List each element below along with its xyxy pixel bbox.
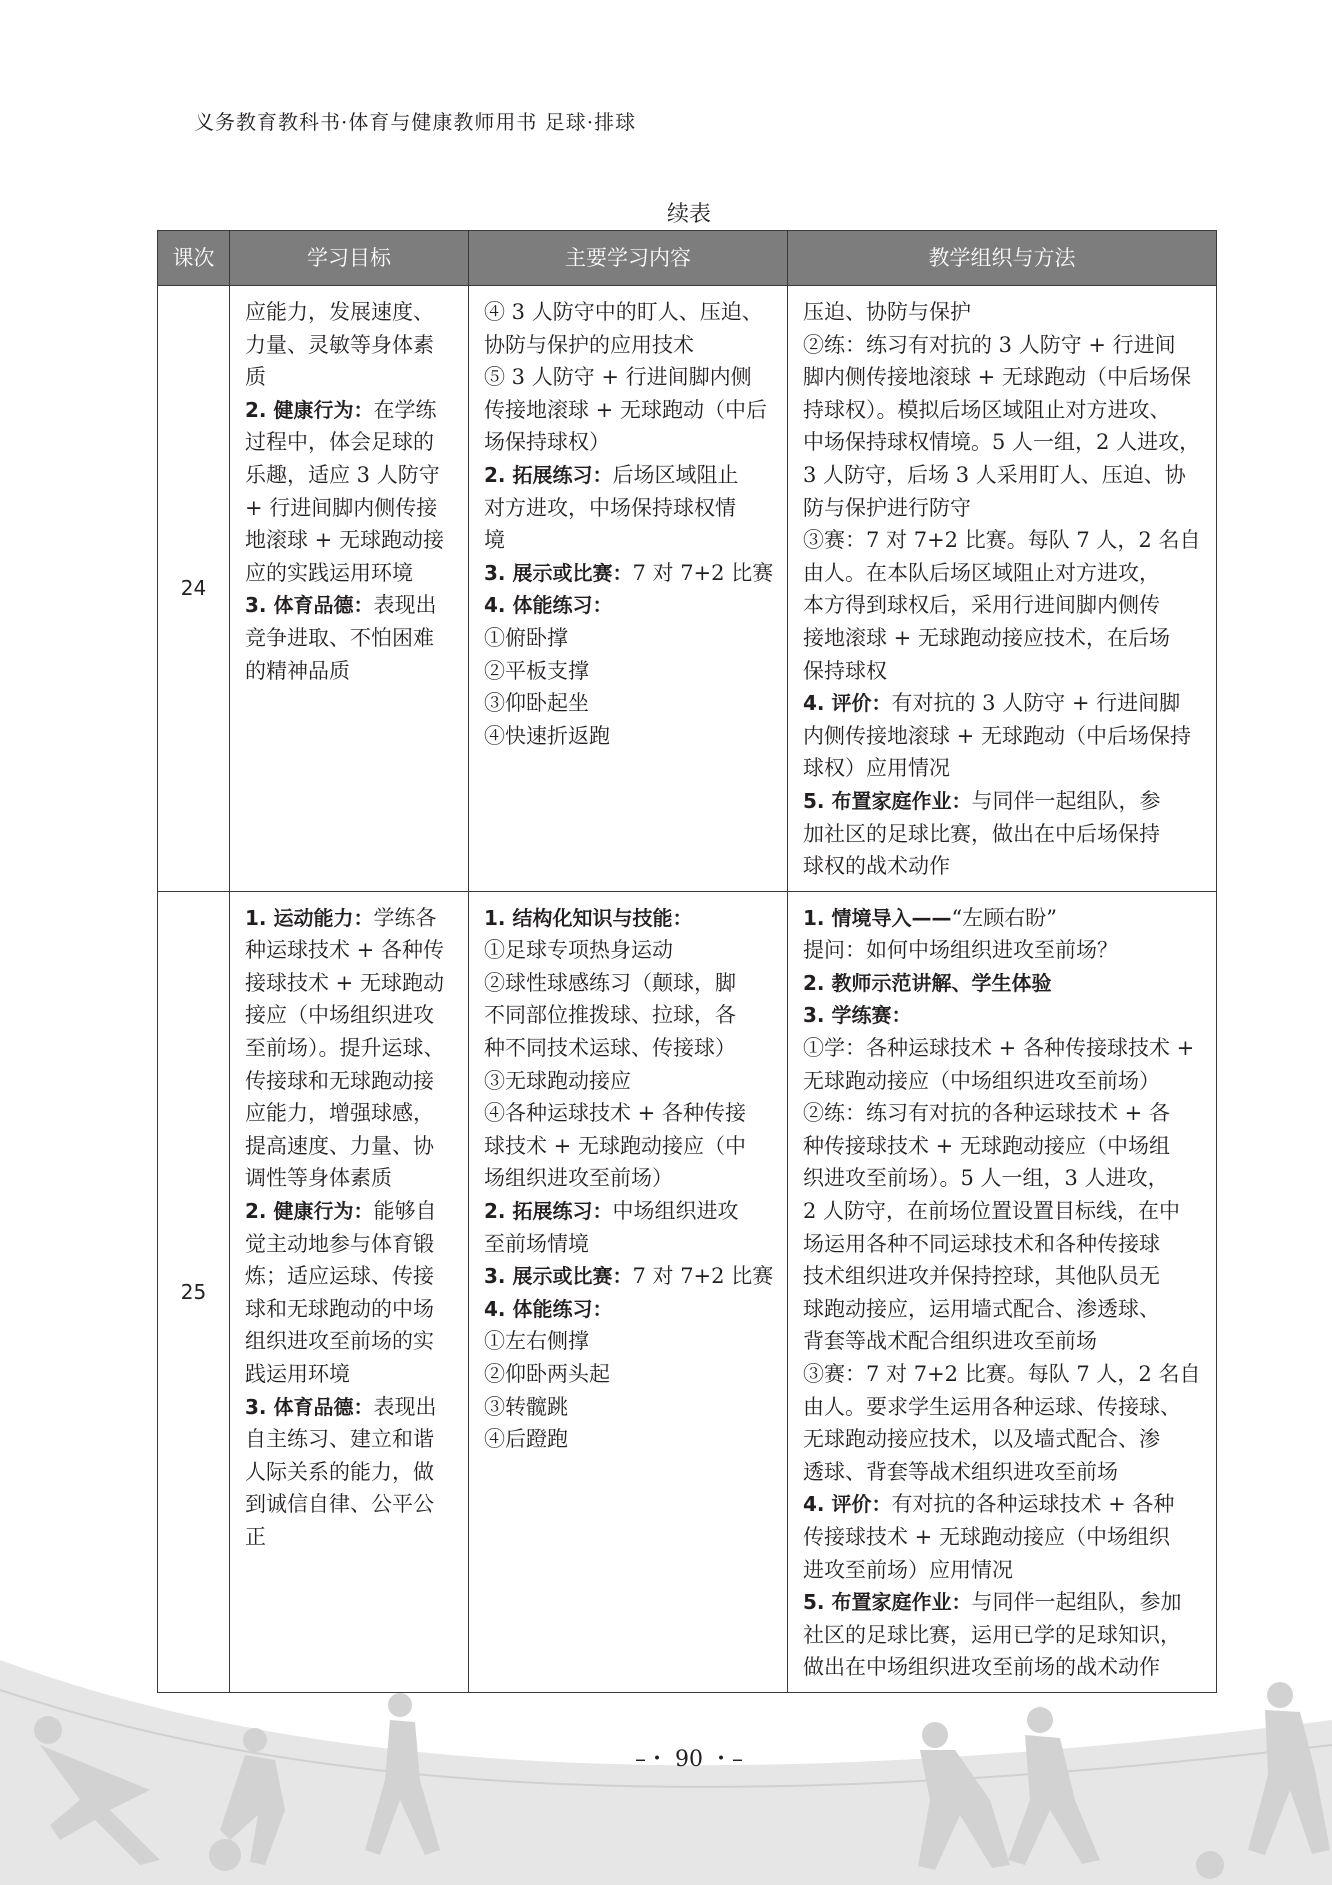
cell-line bbox=[245, 1032, 456, 1065]
cell-text: ②球性球感练习（颠球，脚 bbox=[484, 970, 736, 995]
bold-label: 3. 体育品德： bbox=[245, 593, 374, 618]
cell-text: 能够自 bbox=[373, 1199, 437, 1224]
cell-line bbox=[803, 1488, 1204, 1521]
cell-text: 力量、灵敏等身体素 bbox=[245, 332, 434, 357]
cell-line bbox=[245, 1162, 456, 1195]
cell-text: 球和无球跑动的中场 bbox=[245, 1296, 434, 1321]
cell-text: ④ 3 人防守中的盯人、压迫、 bbox=[484, 300, 763, 324]
bold-label: 2. 教师示范讲解、学生体验 bbox=[803, 970, 1052, 995]
lesson-number: 24 bbox=[158, 286, 230, 892]
cell-text: 地滚球 + 无球跑动接 bbox=[245, 528, 444, 553]
goals-cell bbox=[230, 891, 469, 1692]
cell-text: 背套等战术配合组织进攻至前场 bbox=[803, 1329, 1097, 1354]
cell-text: 正 bbox=[245, 1524, 266, 1549]
cell-line bbox=[803, 361, 1204, 394]
cell-text: 接应（中场组织进攻 bbox=[245, 1003, 434, 1028]
cell-line bbox=[484, 1195, 775, 1228]
cell-line bbox=[484, 524, 775, 557]
cell-line bbox=[803, 902, 1204, 935]
cell-text: 防与保护进行防守 bbox=[803, 495, 971, 520]
cell-text: 本方得到球权后，采用行进间脚内侧传 bbox=[803, 593, 1160, 618]
cell-line bbox=[245, 329, 456, 362]
cell-text: 自主练习、建立和谐 bbox=[245, 1427, 434, 1452]
cell-line bbox=[803, 1032, 1204, 1065]
cell-text: 中场保持球权情境。5 人一组，2 人进攻， bbox=[803, 430, 1201, 455]
cell-text: 7 对 7+2 比赛 bbox=[632, 1264, 774, 1289]
cell-line bbox=[484, 720, 775, 753]
bold-label: 2. 健康行为： bbox=[245, 1199, 374, 1224]
bold-label: 4. 评价： bbox=[803, 691, 892, 716]
bold-label: 2. 拓展练习： bbox=[484, 462, 613, 487]
cell-text: 技术组织进攻并保持控球，其他队员无 bbox=[803, 1264, 1160, 1289]
cell-text: 由人。在本队后场区域阻止对方进攻， bbox=[803, 560, 1160, 585]
lesson-plan-table bbox=[157, 230, 1217, 1693]
cell-line bbox=[803, 934, 1204, 967]
cell-line bbox=[803, 1456, 1204, 1489]
cell-text: 接地滚球 + 无球跑动接应技术，在后场 bbox=[803, 625, 1170, 650]
cell-line bbox=[484, 655, 775, 688]
bold-label: 1. 情境导入—— bbox=[803, 905, 952, 930]
cell-text: 种不同技术运球、传接球） bbox=[484, 1036, 736, 1061]
cell-text: 球技术 + 无球跑动接应（中 bbox=[484, 1133, 746, 1158]
cell-text: 提高速度、力量、协 bbox=[245, 1133, 434, 1158]
cell-line bbox=[245, 426, 456, 459]
cell-text: 至前场情境 bbox=[484, 1231, 589, 1256]
cell-line bbox=[484, 1130, 775, 1163]
cell-text: 进攻至前场）应用情况 bbox=[803, 1557, 1013, 1582]
cell-line bbox=[803, 492, 1204, 525]
cell-line bbox=[484, 1228, 775, 1261]
cell-line bbox=[484, 1065, 775, 1098]
cell-text: 由人。要求学生运用各种运球、传接球、 bbox=[803, 1394, 1181, 1419]
cell-line bbox=[484, 296, 775, 329]
cell-line bbox=[245, 622, 456, 655]
running-header: 义务教育教科书·体育与健康教师用书 足球·排球 bbox=[194, 110, 637, 134]
cell-text: 种传接球技术 + 无球跑动接应（中场组 bbox=[803, 1133, 1170, 1158]
cell-line bbox=[803, 1325, 1204, 1358]
cell-line bbox=[245, 492, 456, 525]
column-header-goals: 学习目标 bbox=[230, 231, 469, 286]
column-header-lesson: 课次 bbox=[158, 231, 230, 286]
cell-line bbox=[803, 1358, 1204, 1391]
cell-line bbox=[803, 1586, 1204, 1619]
cell-line bbox=[803, 394, 1204, 427]
cell-line bbox=[245, 1195, 456, 1228]
cell-text: 的精神品质 bbox=[245, 658, 350, 683]
cell-text: ②平板支撑 bbox=[484, 658, 589, 683]
cell-text: 做出在中场组织进攻至前场的战术动作 bbox=[803, 1655, 1160, 1680]
bold-label: 4. 体能练习： bbox=[484, 1296, 613, 1321]
cell-text: 中场组织进攻 bbox=[612, 1199, 739, 1224]
cell-text: 织进攻至前场）。5 人一组，3 人进攻， bbox=[803, 1166, 1169, 1191]
cell-line bbox=[803, 687, 1204, 720]
cell-text: 到诚信自律、公平公 bbox=[245, 1492, 434, 1517]
bold-label: 3. 展示或比赛： bbox=[484, 560, 633, 585]
table-caption: 续表 bbox=[666, 202, 711, 227]
cell-line bbox=[245, 999, 456, 1032]
table-row bbox=[158, 286, 1217, 892]
cell-text: 学练各 bbox=[373, 905, 437, 930]
cell-text: 加社区的足球比赛，做出在中后场保持 bbox=[803, 821, 1160, 846]
cell-text: ④各种运球技术 + 各种传接 bbox=[484, 1101, 746, 1126]
cell-text: 有对抗的 3 人防守 + 行进间脚 bbox=[891, 691, 1181, 716]
cell-text: ③仰卧起坐 bbox=[484, 691, 589, 716]
cell-line bbox=[803, 1391, 1204, 1424]
cell-text: ②练：练习有对抗的 3 人防守 + 行进间 bbox=[803, 332, 1176, 357]
cell-line bbox=[803, 1162, 1204, 1195]
cell-line bbox=[803, 589, 1204, 622]
cell-line bbox=[484, 1162, 775, 1195]
cell-line bbox=[803, 1260, 1204, 1293]
cell-text: 脚内侧传接地滚球 + 无球跑动（中后场保 bbox=[803, 365, 1191, 390]
cell-text: 无球跑动接应技术，以及墙式配合、渗 bbox=[803, 1427, 1160, 1452]
column-header-content: 主要学习内容 bbox=[469, 231, 788, 286]
cell-text: 协防与保护的应用技术 bbox=[484, 332, 694, 357]
cell-text: 场组织进攻至前场） bbox=[484, 1166, 673, 1191]
cell-line bbox=[484, 967, 775, 1000]
cell-line bbox=[484, 589, 775, 622]
cell-line bbox=[245, 1293, 456, 1326]
cell-line bbox=[803, 752, 1204, 785]
cell-text: 持球权）。模拟后场区域阻止对方进攻、 bbox=[803, 397, 1171, 422]
cell-line bbox=[803, 622, 1204, 655]
cell-text: 人际关系的能力，做 bbox=[245, 1459, 434, 1484]
cell-line bbox=[245, 902, 456, 935]
player-silhouette-icon bbox=[1267, 1682, 1293, 1708]
cell-text: 透球、背套等战术组织进攻至前场 bbox=[803, 1459, 1118, 1484]
cell-line bbox=[245, 459, 456, 492]
cell-line bbox=[484, 1358, 775, 1391]
cell-text: ③赛：7 对 7+2 比赛。每队 7 人，2 名自 bbox=[803, 1362, 1201, 1386]
cell-text: 接球技术 + 无球跑动 bbox=[245, 970, 444, 995]
cell-text: 境 bbox=[484, 528, 505, 553]
cell-line bbox=[484, 426, 775, 459]
bold-label: 5. 布置家庭作业： bbox=[803, 1590, 972, 1615]
bold-label: 3. 展示或比赛： bbox=[484, 1264, 633, 1289]
cell-line bbox=[484, 622, 775, 655]
cell-line bbox=[803, 818, 1204, 851]
cell-line bbox=[245, 1423, 456, 1456]
cell-text: 社区的足球比赛，运用已学的足球知识， bbox=[803, 1622, 1181, 1647]
cell-text: 组织进攻至前场的实 bbox=[245, 1329, 434, 1354]
cell-text: 在学练 bbox=[373, 397, 437, 422]
bold-label: 4. 评价： bbox=[803, 1492, 892, 1517]
cell-text: 应能力，增强球感， bbox=[245, 1101, 434, 1126]
cell-text: 球权）应用情况 bbox=[803, 756, 950, 781]
cell-text: 传接球技术 + 无球跑动接应（中场组织 bbox=[803, 1524, 1170, 1549]
cell-line bbox=[245, 655, 456, 688]
cell-text: ③转髋跳 bbox=[484, 1394, 568, 1419]
cell-text: 无球跑动接应（中场组织进攻至前场） bbox=[803, 1068, 1160, 1093]
content-cell bbox=[469, 891, 788, 1692]
cell-text: 传接球和无球跑动接 bbox=[245, 1068, 434, 1093]
bold-label: 2. 拓展练习： bbox=[484, 1199, 613, 1224]
cell-text: 炼；适应运球、传接 bbox=[245, 1264, 434, 1289]
cell-text: 7 对 7+2 比赛 bbox=[632, 560, 774, 585]
bold-label: 1. 结构化知识与技能： bbox=[484, 905, 693, 930]
cell-line bbox=[803, 524, 1204, 557]
cell-line bbox=[245, 1260, 456, 1293]
cell-line bbox=[245, 1130, 456, 1163]
cell-line bbox=[484, 1097, 775, 1130]
cell-line bbox=[245, 557, 456, 590]
cell-line bbox=[803, 850, 1204, 883]
cell-line bbox=[803, 1423, 1204, 1456]
cell-line bbox=[245, 361, 456, 394]
table-row bbox=[158, 891, 1217, 1692]
bold-label: 2. 健康行为： bbox=[245, 397, 374, 422]
cell-text: 对方进攻，中场保持球权情 bbox=[484, 495, 736, 520]
cell-line bbox=[484, 394, 775, 427]
methods-cell bbox=[788, 286, 1217, 892]
cell-line bbox=[245, 1325, 456, 1358]
cell-line bbox=[803, 785, 1204, 818]
cell-line bbox=[803, 720, 1204, 753]
table-header-row bbox=[158, 231, 1217, 286]
cell-text: 践运用环境 bbox=[245, 1362, 350, 1386]
cell-text: 种运球技术 + 各种传 bbox=[245, 938, 444, 963]
bold-label: 3. 体育品德： bbox=[245, 1394, 374, 1419]
cell-line bbox=[803, 1554, 1204, 1587]
cell-text: 后场区域阻止 bbox=[612, 462, 739, 487]
cell-text: 球权的战术动作 bbox=[803, 854, 950, 879]
cell-text: 压迫、协防与保护 bbox=[803, 300, 971, 324]
bold-label: 1. 运动能力： bbox=[245, 905, 374, 930]
cell-text: 与同伴一起组队，参加 bbox=[971, 1590, 1182, 1615]
goals-cell bbox=[230, 286, 469, 892]
football-icon bbox=[1196, 1851, 1224, 1879]
cell-text: 与同伴一起组队，参 bbox=[971, 788, 1161, 813]
page-number: –・ 90 ・– bbox=[635, 1747, 743, 1772]
cell-line bbox=[245, 1358, 456, 1391]
cell-text: 应的实践运用环境 bbox=[245, 560, 413, 585]
cell-text: ③无球跑动接应 bbox=[484, 1068, 631, 1093]
football-icon bbox=[209, 1839, 241, 1871]
cell-text: ①俯卧撑 bbox=[484, 625, 568, 650]
cell-text: 内侧传接地滚球 + 无球跑动（中后场保持 bbox=[803, 723, 1191, 748]
cell-line bbox=[484, 902, 775, 935]
player-silhouette-icon bbox=[388, 1693, 412, 1717]
cell-line bbox=[803, 655, 1204, 688]
cell-line bbox=[803, 329, 1204, 362]
methods-cell bbox=[788, 891, 1217, 1692]
cell-text: 质 bbox=[245, 365, 266, 390]
bold-label: 5. 布置家庭作业： bbox=[803, 788, 972, 813]
cell-text: 球跑动接应，运用墙式配合、渗透球、 bbox=[803, 1296, 1160, 1321]
cell-line bbox=[245, 967, 456, 1000]
cell-text: ②练：练习有对抗的各种运球技术 + 各 bbox=[803, 1101, 1170, 1126]
content-cell bbox=[469, 286, 788, 892]
cell-text: 乐趣，适应 3 人防守 bbox=[245, 462, 440, 487]
cell-line bbox=[484, 1423, 775, 1456]
cell-line bbox=[803, 1228, 1204, 1261]
player-silhouette-icon bbox=[34, 1716, 62, 1744]
cell-line bbox=[803, 459, 1204, 492]
cell-text: 至前场）。提升运球、 bbox=[245, 1036, 445, 1061]
cell-text: 觉主动地参与体育锻 bbox=[245, 1231, 434, 1256]
cell-line bbox=[484, 329, 775, 362]
player-silhouette-icon bbox=[1027, 1707, 1053, 1733]
cell-line bbox=[803, 1521, 1204, 1554]
cell-line bbox=[803, 1065, 1204, 1098]
cell-text: 应能力，发展速度、 bbox=[245, 300, 434, 324]
cell-line bbox=[484, 459, 775, 492]
cell-line bbox=[245, 1488, 456, 1521]
cell-line bbox=[484, 1293, 775, 1326]
cell-line bbox=[245, 1456, 456, 1489]
cell-line bbox=[484, 1032, 775, 1065]
cell-line bbox=[484, 999, 775, 1032]
cell-line bbox=[245, 524, 456, 557]
cell-text: ①左右侧撑 bbox=[484, 1329, 589, 1354]
cell-text: 调性等身体素质 bbox=[245, 1166, 392, 1191]
cell-line bbox=[803, 426, 1204, 459]
cell-line bbox=[484, 1325, 775, 1358]
cell-line bbox=[245, 1228, 456, 1261]
cell-line bbox=[484, 492, 775, 525]
cell-text: + 行进间脚内侧传接 bbox=[245, 495, 438, 520]
cell-line bbox=[484, 934, 775, 967]
cell-text: 竞争进取、不怕困难 bbox=[245, 625, 434, 650]
cell-text: 不同部位推拨球、拉球，各 bbox=[484, 1003, 736, 1028]
cell-line bbox=[484, 687, 775, 720]
cell-text: ①足球专项热身运动 bbox=[484, 938, 673, 963]
cell-text: “左顾右盼” bbox=[951, 905, 1057, 930]
column-header-methods: 教学组织与方法 bbox=[788, 231, 1217, 286]
cell-line bbox=[803, 999, 1204, 1032]
cell-text: 3 人防守，后场 3 人采用盯人、压迫、协 bbox=[803, 462, 1186, 487]
cell-line bbox=[484, 1391, 775, 1424]
cell-text: 表现出 bbox=[373, 1394, 437, 1419]
bold-label: 4. 体能练习： bbox=[484, 593, 613, 618]
cell-text: 提问：如何中场组织进攻至前场？ bbox=[803, 938, 1118, 963]
cell-line bbox=[245, 1391, 456, 1424]
cell-text: ①学：各种运球技术 + 各种传接球技术 + bbox=[803, 1036, 1195, 1061]
cell-line bbox=[803, 1619, 1204, 1652]
cell-text: ④后蹬跑 bbox=[484, 1427, 568, 1452]
cell-line bbox=[245, 1065, 456, 1098]
bold-label: 3. 学练赛： bbox=[803, 1003, 912, 1028]
cell-line bbox=[803, 296, 1204, 329]
cell-line bbox=[245, 1521, 456, 1554]
lesson-number: 25 bbox=[158, 891, 230, 1692]
cell-line bbox=[803, 1097, 1204, 1130]
cell-line bbox=[803, 1195, 1204, 1228]
cell-line bbox=[245, 1097, 456, 1130]
cell-text: ②仰卧两头起 bbox=[484, 1362, 610, 1386]
cell-line bbox=[803, 1130, 1204, 1163]
cell-text: 场运用各种不同运球技术和各种传接球 bbox=[803, 1231, 1160, 1256]
cell-line bbox=[484, 1260, 775, 1293]
cell-text: 过程中，体会足球的 bbox=[245, 430, 434, 455]
cell-line bbox=[245, 394, 456, 427]
cell-text: 保持球权 bbox=[803, 658, 887, 683]
cell-line bbox=[803, 557, 1204, 590]
cell-text: ④快速折返跑 bbox=[484, 723, 610, 748]
cell-text: 传接地滚球 + 无球跑动（中后 bbox=[484, 397, 767, 422]
cell-line bbox=[245, 296, 456, 329]
cell-line bbox=[803, 967, 1204, 1000]
cell-text: 场保持球权） bbox=[484, 430, 610, 455]
cell-line bbox=[245, 589, 456, 622]
cell-line bbox=[245, 934, 456, 967]
cell-text: 有对抗的各种运球技术 + 各种 bbox=[891, 1492, 1175, 1517]
cell-line bbox=[803, 1293, 1204, 1326]
cell-text: 2 人防守，在前场位置设置目标线，在中 bbox=[803, 1199, 1181, 1224]
cell-line bbox=[484, 557, 775, 590]
cell-text: ⑤ 3 人防守 + 行进间脚内侧 bbox=[484, 365, 752, 390]
cell-line bbox=[484, 361, 775, 394]
cell-text: ③赛：7 对 7+2 比赛。每队 7 人，2 名自 bbox=[803, 528, 1201, 553]
cell-text: 表现出 bbox=[373, 593, 437, 618]
